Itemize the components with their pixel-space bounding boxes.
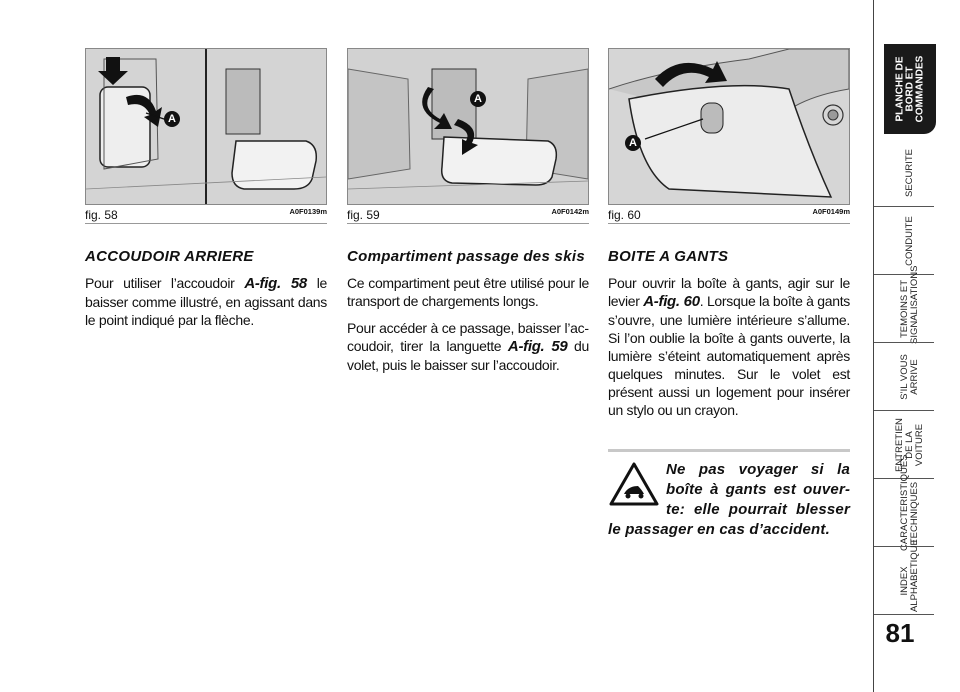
callout-a: A	[164, 111, 180, 127]
figure-label: fig. 59	[347, 208, 380, 222]
tab-label: CONDUITE	[904, 216, 915, 266]
figure-label: fig. 58	[85, 208, 118, 222]
figure-caption	[608, 205, 850, 224]
tab-label: SECURITE	[903, 148, 915, 198]
section-paragraph: Pour ouvrir la boîte à gants, agir sur le levier A-fig. 60. Lorsque la boîte à gants s’ouvre, une lumière intérieure s’allume. Si l’on oublie la boîte à gants ouverte, la lumière s’éteint automatiquement après quelques minutes. Sur le volet est présent aussi un logement pour insérer un stylo ou un crayon.	[608, 275, 850, 418]
tab-label: CARACTERISTIQUES TECHNIQUES	[899, 454, 920, 551]
tab-divider	[874, 410, 934, 411]
figure-caption	[347, 205, 589, 224]
column-glovebox	[608, 48, 850, 428]
figure-60-glovebox	[608, 48, 850, 205]
column-armrest	[85, 48, 327, 338]
section-title: Compartiment passage des skis	[347, 248, 585, 265]
tab-caracteristiques[interactable]	[884, 454, 936, 551]
section-paragraph: Pour accéder à ce passage, baisser l’accoudoir, tirer la languette A-fig. 59 du volet, puis le baisser sur l’accoudoir.	[347, 320, 589, 373]
section-paragraph: Pour utiliser l’accoudoir A-fig. 58 le baisser comme illustré, en agissant dans le point indiqué par la flèche.	[85, 275, 327, 328]
callout-a: A	[470, 91, 486, 107]
tab-label: INDEX ALPHABETIQUE	[899, 539, 920, 612]
warning-triangle-icon	[608, 460, 660, 508]
chapter-sidebar	[870, 18, 946, 678]
figure-caption	[85, 205, 327, 224]
figure-reference: A-fig. 58	[244, 275, 307, 292]
tab-index[interactable]	[884, 539, 936, 614]
tab-entretien[interactable]	[884, 412, 936, 478]
section-title: BOITE A GANTS	[608, 248, 729, 265]
figure-reference: A-fig. 60	[643, 293, 700, 310]
section-paragraph: Ce compartiment peut être utilisé pour le transport de chargements longs.	[347, 275, 589, 309]
tab-divider	[874, 546, 934, 547]
warning-box	[608, 449, 850, 540]
figure-code: A0F0149m	[812, 207, 850, 216]
tab-securite[interactable]	[884, 140, 936, 206]
tab-planche-de-bord[interactable]	[884, 44, 936, 134]
tab-divider	[874, 206, 934, 207]
callout-a: A	[625, 135, 641, 151]
figure-reference: A-fig. 59	[507, 338, 568, 355]
tab-divider	[874, 342, 934, 343]
warning-text: Ne pas voyager si la boîte à gants est ouverte: elle pourrait blesser le passager en cas d’accident.	[608, 461, 850, 538]
tab-divider	[874, 614, 934, 615]
tab-label: PLANCHE DE BORD ET COMMANDES	[894, 55, 926, 123]
tab-conduite[interactable]	[884, 208, 936, 274]
tab-label: S’IL VOUS ARRIVE	[899, 354, 920, 400]
figure-59-ski-passage	[347, 48, 589, 205]
figure-code: A0F0142m	[551, 207, 589, 216]
section-title: ACCOUDOIR ARRIERE	[85, 248, 254, 265]
column-ski-passage	[347, 48, 589, 383]
figure-code: A0F0139m	[289, 207, 327, 216]
tab-label: ENTRETIEN DE LA VOITURE	[894, 418, 925, 472]
figure-label: fig. 60	[608, 208, 641, 222]
tab-temoins[interactable]	[884, 265, 936, 344]
figure-58-armrest	[85, 48, 327, 205]
tab-sil-vous-arrive[interactable]	[884, 344, 936, 410]
page-number: 81	[885, 618, 915, 648]
tab-label: TEMOINS ET SIGNALISATIONS	[899, 265, 920, 344]
